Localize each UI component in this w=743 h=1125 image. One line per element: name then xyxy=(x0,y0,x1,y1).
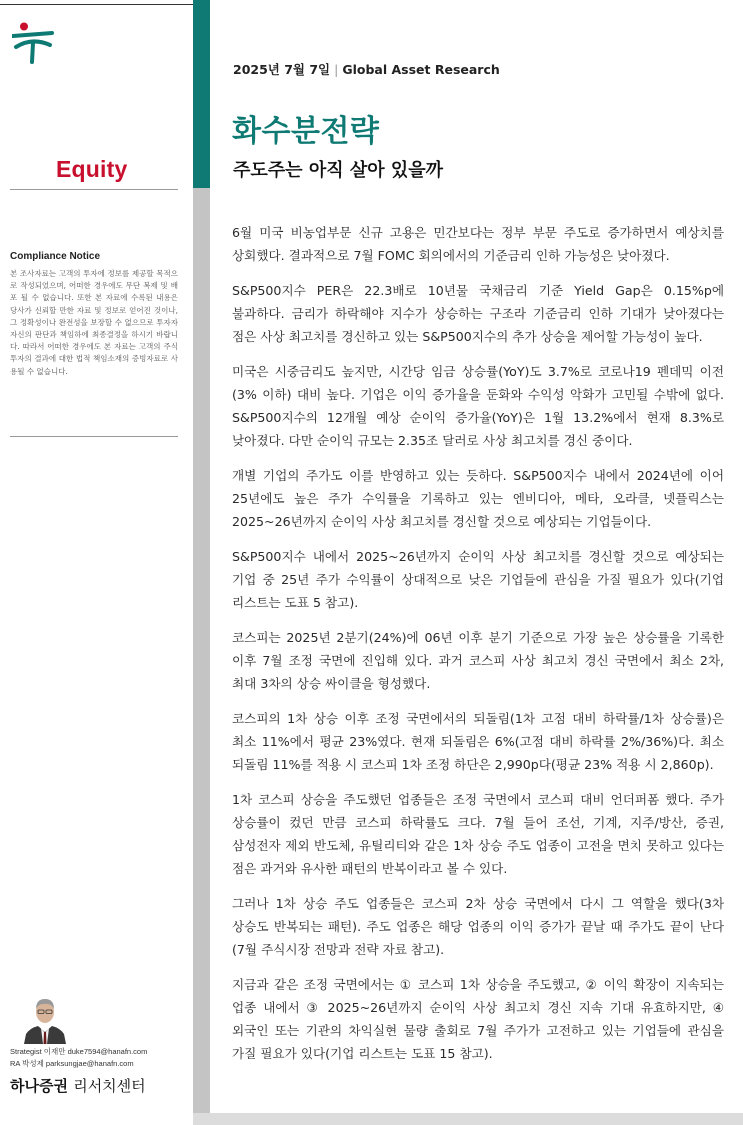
compliance-text: 본 조사자료는 고객의 투자에 정보를 제공할 목적으로 작성되었으며, 어떠한 경우에도 무단 복제 및 배포 될 수 없습니다. 또한 본 자료에 수록된 내용은 당사가 신뢰할 만한 자료 및 정보로 얻어진 것이나, 그 정확성이나 완전성을 보장할 수 없으므로 투자자 자신의 판단과 책임하에 최종결정을 하시기 바랍니다. 따라서 어떠한 경우에도 본 자료는 고객의 주식투자의 결과에 대한 법적 책임소재의 증빙자료로 사용될 수 없습니다. xyxy=(10,269,178,376)
section-label: Equity xyxy=(56,156,128,182)
analyst-strategist: Strategist 이재만 duke7594@hanafn.com xyxy=(10,1047,148,1056)
body-paragraph: 6월 미국 비농업부문 신규 고용은 민간보다는 정부 부문 주도로 증가하면서 예상치를 상회했다. 결과적으로 7월 FOMC 회의에서의 기준금리 인하 가능성은 낮아졌다. xyxy=(232,225,724,263)
separator: | xyxy=(334,62,339,77)
brand-main: 하나증권 xyxy=(10,1077,68,1095)
brand-logo-text xyxy=(10,1075,146,1096)
hana-logo-icon xyxy=(12,22,54,64)
body-paragraph: 코스피는 2025년 2분기(24%)에 06년 이후 분기 기준으로 가장 높은 상승률을 기록한 이후 7월 조정 국면에 진입해 있다. 과거 코스피 사상 최고치 경신 국면에서 최소 2차, 최대 3차의 상승 싸이클을 형성했다. xyxy=(232,630,724,691)
body-paragraph: 1차 코스피 상승을 주도했던 업종들은 조정 국면에서 코스피 대비 언더퍼폼 했다. 주가 상승률이 컸던 만큼 코스피 하락률도 크다. 7월 들어 조선, 기계, 지주/방산, 증권, 삼성전자 제외 반도체, 유틸리티와 같은 1차 상승 주도 업종이 고전을 면치 못하고 있다는 점은 과거와 유사한 패턴의 반복이라고 볼 수 있다. xyxy=(232,792,724,876)
body-paragraph: 미국은 시중금리도 높지만, 시간당 임금 상승률(YoY)도 3.7%로 코로나19 펜데믹 이전(3% 이하) 대비 높다. 기업은 이익 증가율을 둔화와 수익성 악화가 고민될 수밖에 없다. S&P500지수의 12개월 예상 순이익 증가율(YoY)은 1월 13.2%에서 현재 8.3%로 낮아졌다. 다만 순이익 규모는 2.35조 달러로 사상 최고치를 경신 중이다. xyxy=(232,364,724,448)
divider xyxy=(10,436,178,437)
dateline xyxy=(233,60,500,78)
gray-bar xyxy=(193,188,210,1113)
brand-sub: 리서치센터 xyxy=(73,1077,146,1095)
body-paragraph: 지금과 같은 조정 국면에서는 ① 코스피 1차 상승을 주도했고, ② 이익 확장이 지속되는 업종 내에서 ③ 2025~26년까지 순이익 사상 최고치 경신 지속 기대 유효하지만, ④ 외국인 또는 기관의 차익실현 물량 출회로 7월 주가가 고전하고 있는 기업들에 관심을 가질 필요가 있다(기업 리스트는 도표 15 참고). xyxy=(232,977,724,1061)
report-body xyxy=(232,221,724,1077)
report-series: Global Asset Research xyxy=(342,62,500,77)
top-rule xyxy=(0,4,193,5)
body-paragraph: S&P500지수 내에서 2025~26년까지 순이익 사상 최고치를 경신할 것으로 예상되는 기업 중 25년 주가 수익률이 상대적으로 낮은 기업들에 관심을 가질 필요가 있다(기업 리스트는 도표 5 참고). xyxy=(232,549,724,610)
divider xyxy=(10,189,178,190)
body-paragraph: 코스피의 1차 상승 이후 조정 국면에서의 되돌림(1차 고점 대비 하락률/1차 상승률)은 최소 11%에서 평균 23%였다. 현재 되돌림은 6%(고점 대비 하락률 2%/36%)다. 최소 되돌림 11%를 적용 시 코스피 1차 조정 하단은 2,990p다(평균 23% 적용 시 2,860p). xyxy=(232,711,724,772)
body-paragraph: S&P500지수 PER은 22.3배로 10년물 국채금리 기준 Yield Gap은 0.15%p에 불과하다. 금리가 하락해야 지수가 상승하는 구조라 기준금리 인하 기대가 낮아졌다는 점은 사상 최고치를 경신하고 있는 S&P500지수의 추가 상승을 제어할 가능성이 높다. xyxy=(232,283,724,344)
sidebar xyxy=(0,0,193,1125)
analyst-ra: RA 박성제 parksungjae@hanafn.com xyxy=(10,1059,134,1068)
report-date: 2025년 7월 7일 xyxy=(233,62,331,77)
report-subtitle: 주도주는 아직 살아 있을까 xyxy=(233,160,444,181)
report-title: 화수분전략 xyxy=(232,114,380,149)
body-paragraph: 그러나 1차 상승 주도 업종들은 코스피 2차 상승 국면에서 다시 그 역할을 했다(3차 상승도 반복되는 패턴). 주도 업종은 해당 업종의 이익 증가가 끝날 때 주가도 끝이 난다(7월 주식시장 전망과 전략 자료 참고). xyxy=(232,896,724,957)
accent-bar xyxy=(193,0,210,188)
compliance-title: Compliance Notice xyxy=(10,251,101,262)
analyst-photo xyxy=(24,990,66,1044)
footer-band xyxy=(193,1113,743,1125)
body-paragraph: 개별 기업의 주가도 이를 반영하고 있는 듯하다. S&P500지수 내에서 2024년에 이어 25년에도 높은 주가 수익률을 기록하고 있는 엔비디아, 메타, 오라클, 넷플릭스는 2025~26년까지 순이익 사상 최고치를 경신할 것으로 예상되는 기업들이다. xyxy=(232,468,724,529)
